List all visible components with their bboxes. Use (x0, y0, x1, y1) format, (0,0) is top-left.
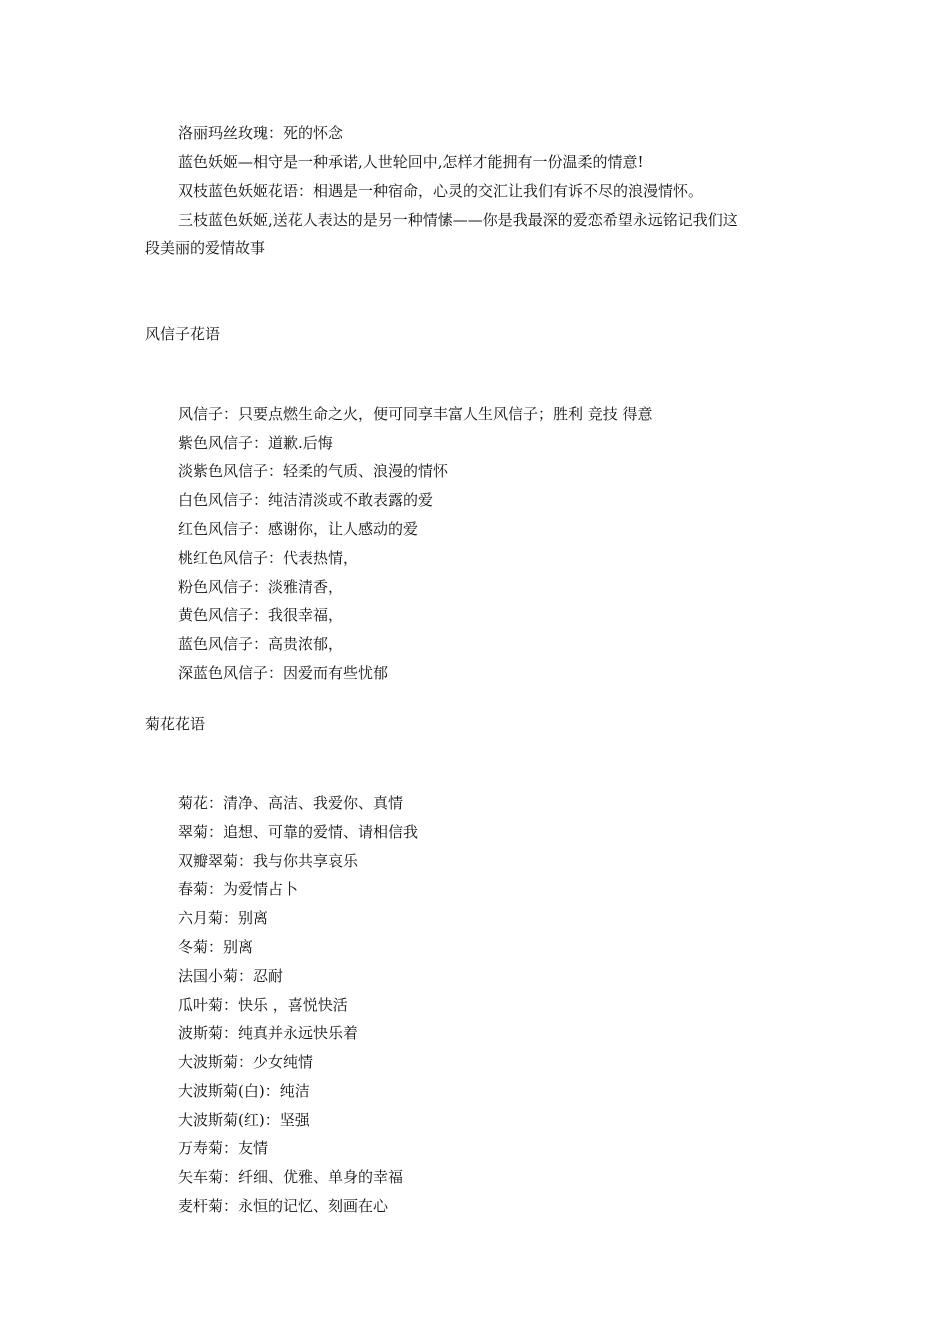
text-line: 红色风信子：感谢你，让人感动的爱 (178, 520, 419, 538)
text-line: 万寿菊：友情 (178, 1139, 269, 1157)
section-heading-hyacinth: 风信子花语 (145, 325, 221, 343)
text-line: 淡紫色风信子：轻柔的气质、浪漫的情怀 (178, 462, 449, 480)
text-line: 紫色风信子：道歉.后悔 (178, 434, 333, 452)
text-line: 波斯菊：纯真并永远快乐着 (178, 1024, 359, 1042)
text-line: 双瓣翠菊：我与你共享哀乐 (178, 852, 359, 870)
text-line: 深蓝色风信子：因爱而有些忧郁 (178, 664, 389, 682)
text-line: 冬菊：别离 (178, 938, 254, 956)
text-line: 三枝蓝色妖姬,送花人表达的是另一种情愫——你是我最深的爱恋希望永远铭记我们这 (178, 211, 738, 229)
text-line: 大波斯菊：少女纯情 (178, 1053, 314, 1071)
text-line: 双枝蓝色妖姬花语：相遇是一种宿命，心灵的交汇让我们有诉不尽的浪漫情怀。 (178, 182, 704, 200)
text-line: 桃红色风信子：代表热情， (178, 549, 359, 567)
text-line: 春菊：为爱情占卜 (178, 880, 299, 898)
text-line: 麦杆菊：永恒的记忆、刻画在心 (178, 1197, 389, 1215)
text-line: 菊花：清净、高洁、我爱你、真情 (178, 794, 404, 812)
text-line: 黄色风信子：我很幸福， (178, 606, 344, 624)
text-line: 瓜叶菊：快乐 ，喜悦快活 (178, 996, 348, 1014)
text-line: 洛丽玛丝玫瑰：死的怀念 (178, 124, 344, 142)
text-line: 白色风信子：纯洁清淡或不敢表露的爱 (178, 491, 434, 509)
text-line: 粉色风信子：淡雅清香， (178, 578, 344, 596)
text-line: 翠菊：追想、可靠的爱情、请相信我 (178, 823, 419, 841)
text-line: 大波斯菊(白)：纯洁 (178, 1082, 310, 1100)
text-line: 大波斯菊(红)：坚强 (178, 1111, 310, 1129)
text-line: 六月菊：别离 (178, 909, 269, 927)
section-heading-chrysanthemum: 菊花花语 (145, 715, 206, 733)
text-line: 法国小菊：忍耐 (178, 967, 284, 985)
text-line: 蓝色风信子：高贵浓郁， (178, 635, 344, 653)
text-line: 段美丽的爱情故事 (145, 239, 266, 257)
text-line: 风信子：只要点燃生命之火，便可同享丰富人生风信子；胜利 竞技 得意 (178, 405, 653, 423)
text-line: 蓝色妖姬—相守是一种承诺,人世轮回中,怎样才能拥有一份温柔的情意! (178, 153, 644, 171)
text-line: 矢车菊：纤细、优雅、单身的幸福 (178, 1168, 404, 1186)
